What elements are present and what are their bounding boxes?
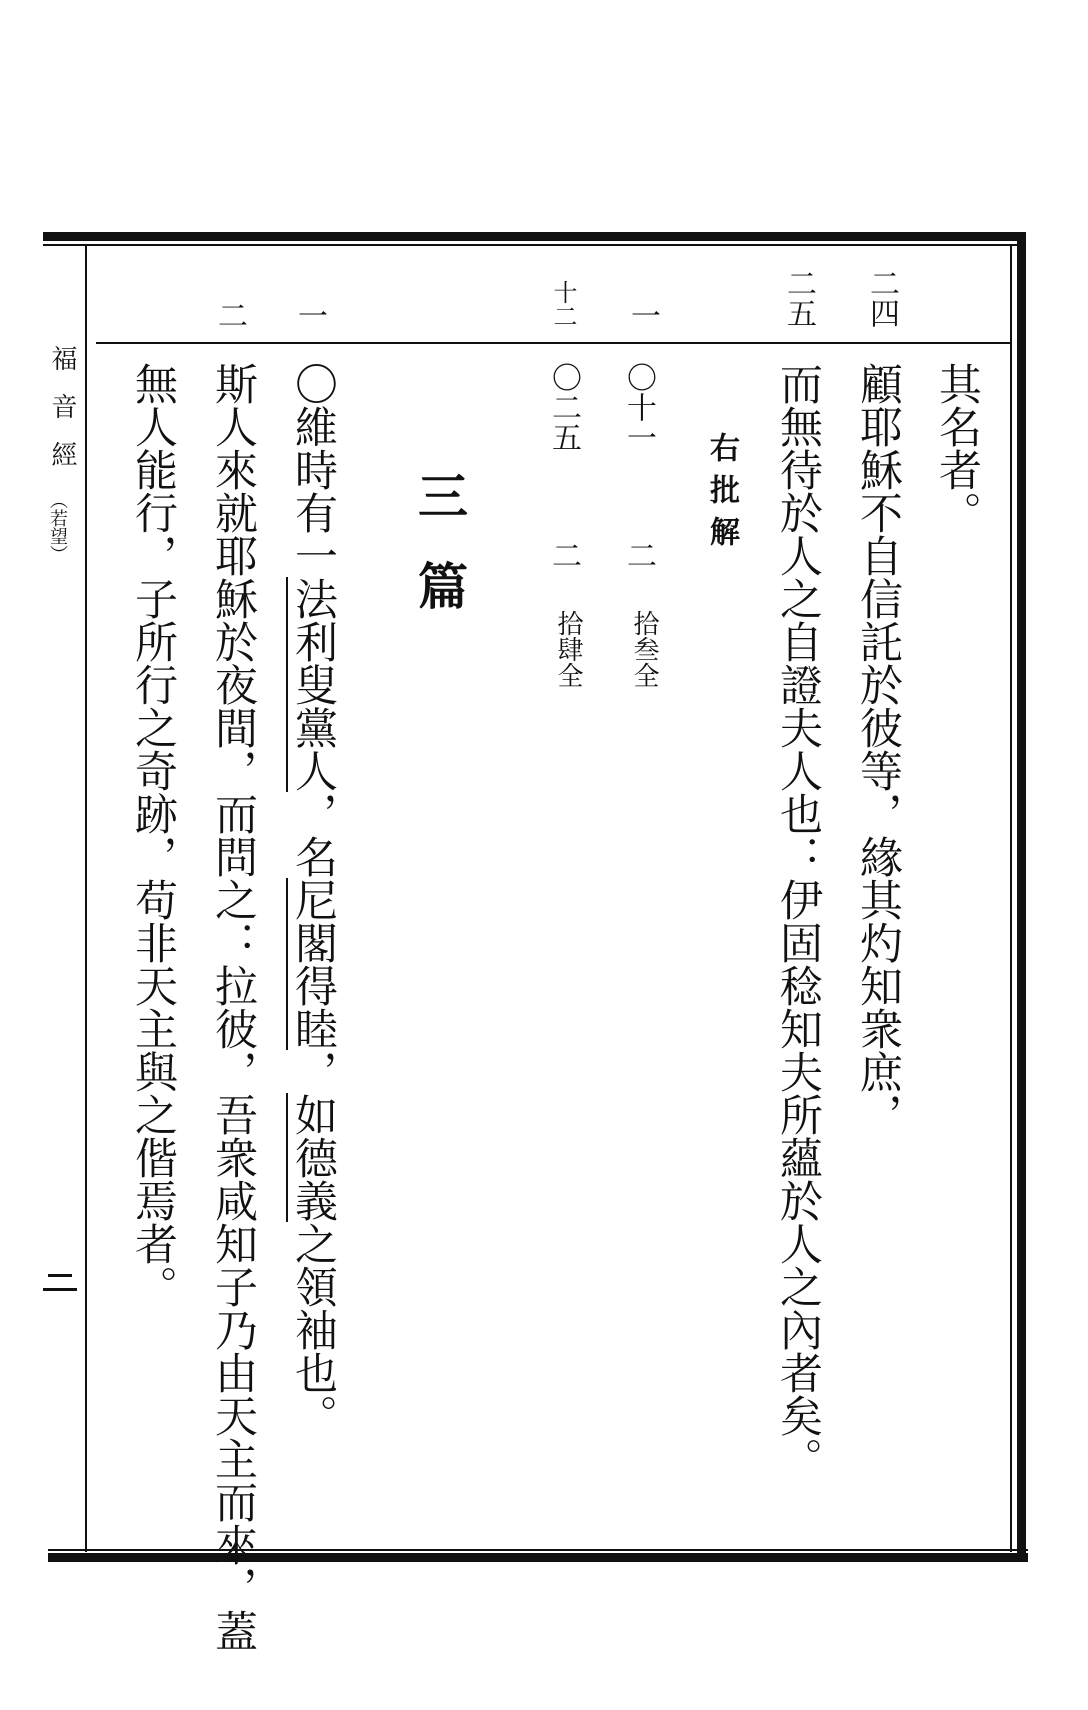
proper-name: 法利叟黨人 xyxy=(288,577,338,792)
annotation-heading: 右批解 xyxy=(704,432,739,558)
frame-top-rule xyxy=(43,232,1025,241)
ref-number: 二五 xyxy=(781,268,816,328)
text-line: 顧耶穌不自信託於彼等，緣其灼知衆庶， xyxy=(853,362,903,1136)
verse-text: 〇維時有一 xyxy=(288,362,338,577)
annotation-note: 拾肆全 xyxy=(553,610,583,688)
ref-number: 十二 xyxy=(549,280,577,328)
text-line: 而無待於人之自證夫人也：伊固稔知夫所蘊於人之內者矣。 xyxy=(773,362,823,1480)
chapter-heading: 三篇 xyxy=(410,470,469,650)
verse-1 xyxy=(288,362,338,1437)
proper-name: 尼閣得睦 xyxy=(288,878,338,1050)
annotation-note: 拾叁全 xyxy=(629,610,659,688)
annotation-num: 二 xyxy=(546,540,581,570)
verse-text: 之領袖也。 xyxy=(288,1222,338,1437)
verse-text: ， xyxy=(288,1050,338,1093)
ref-number: 二四 xyxy=(864,268,899,328)
ref-number: 一 xyxy=(625,300,660,330)
verse-text: ，名 xyxy=(288,792,338,878)
book-title: 福音經 xyxy=(47,345,77,489)
reference-divider-rule xyxy=(96,342,1012,344)
page-number xyxy=(40,1268,80,1298)
book-subtitle: （若望） xyxy=(47,491,68,563)
text-line: 其名者。 xyxy=(932,362,982,534)
annotation-ref: 〇十一 xyxy=(621,362,656,452)
annotation-ref: 〇二五 xyxy=(546,362,581,452)
frame-right-thin-rule xyxy=(1010,246,1012,1552)
ref-number: 二 xyxy=(212,300,247,330)
frame-right-rule xyxy=(1017,232,1026,1562)
proper-name: 如德義 xyxy=(288,1093,338,1222)
frame-top-thin-rule xyxy=(43,244,1025,246)
frame-left-rule xyxy=(85,246,87,1552)
verse-2-continued: 無人能行，子所行之奇跡，苟非天主與之偕焉者。 xyxy=(128,362,178,1308)
frame-bottom-thin-rule xyxy=(48,1549,1028,1551)
frame-bottom-rule xyxy=(48,1553,1028,1562)
verse-2: 斯人來就耶穌於夜間，而問之：拉彼，吾衆咸知子乃由天主而來，蓋 xyxy=(208,362,258,1652)
running-header xyxy=(44,345,84,563)
annotation-num: 二 xyxy=(621,540,656,570)
ref-number: 一 xyxy=(292,300,327,330)
